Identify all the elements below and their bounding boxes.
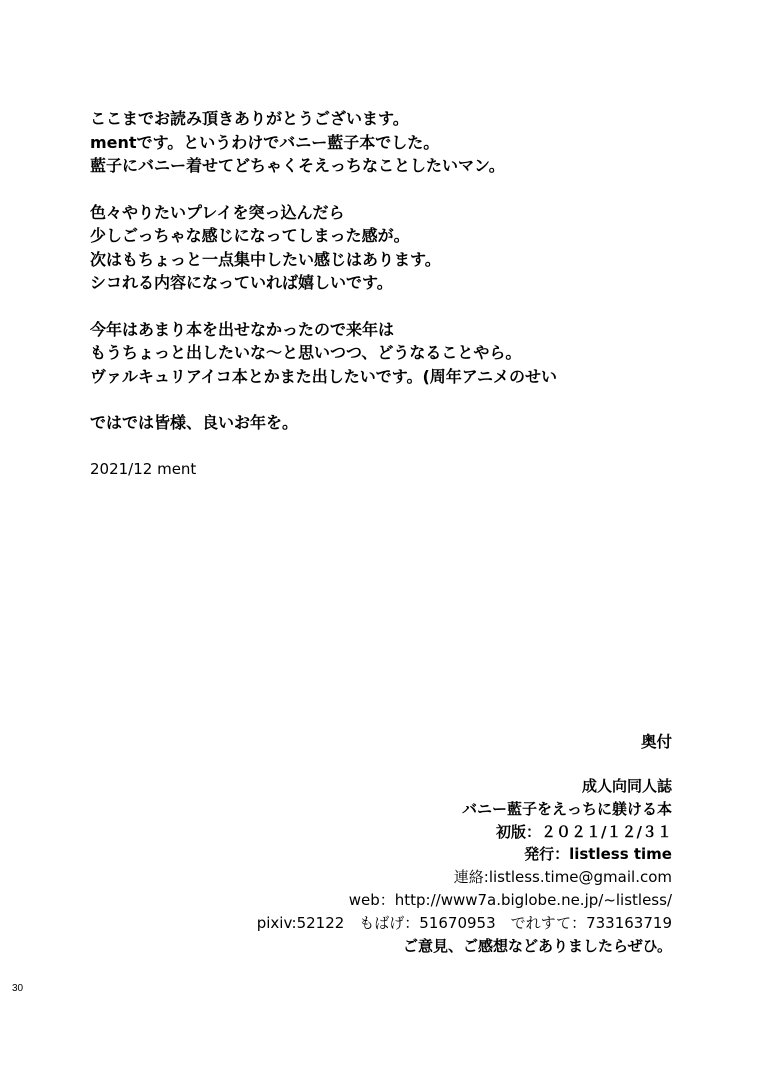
colophon-category: 成人向同人誌	[581, 777, 672, 795]
colophon-contact: 連絡:listless.time@gmail.com	[453, 868, 672, 887]
afterword-line: 今年はあまり本を出せなかったので来年は	[90, 319, 395, 339]
afterword-line: ではでは皆様、良いお年を。	[90, 413, 299, 432]
afterword	[90, 107, 730, 481]
afterword-line: 色々やりたいプレイを突っ込んだら	[90, 202, 345, 222]
afterword-signature: 2021/12 ment	[90, 459, 197, 478]
afterword-line: 次はもちょっと一点集中したい感じはあります。	[90, 249, 441, 269]
colophon	[257, 732, 672, 957]
afterword-paragraph-3	[90, 318, 730, 389]
colophon-website: web：http://www7a.biglobe.ne.jp/~listless/	[348, 890, 672, 909]
afterword-line: 藍子にバニー着せてどちゃくそえっちなことしたいマン。	[90, 156, 505, 175]
colophon-first-edition: 初版：２０２１/１２/３１	[496, 822, 672, 841]
page-number: 30	[12, 983, 24, 994]
afterword-line: ヴァルキュリアイコ本とかまた出したいです。(周年アニメのせい	[90, 366, 557, 386]
colophon-publisher: 発行：listless time	[524, 845, 672, 864]
afterword-line: シコれる内容になっていれば嬉しいです。	[90, 273, 393, 292]
afterword-paragraph-2	[90, 201, 730, 295]
afterword-paragraph-4	[90, 411, 730, 435]
colophon-feedback-note: ご意見、ご感想などありましたらぜひ。	[403, 936, 672, 955]
afterword-paragraph-1	[90, 107, 730, 178]
afterword-line: mentです。というわけでバニー藍子本でした。	[90, 132, 440, 152]
afterword-line: もうちょっと出したいな～と思いつつ、どうなることやら。	[90, 343, 522, 362]
afterword-line: ここまでお読み頂きありがとうございます。	[90, 109, 409, 128]
colophon-book-title: バニー藍子をえっちに躾ける本	[461, 799, 672, 818]
colophon-heading: 奥付	[640, 733, 672, 751]
colophon-social-ids: pixiv:52122 もばげ：51670953 でれすて：733163719	[256, 913, 672, 932]
afterword-line: 少しごっちゃな感じになってしまった感が。	[90, 226, 410, 245]
